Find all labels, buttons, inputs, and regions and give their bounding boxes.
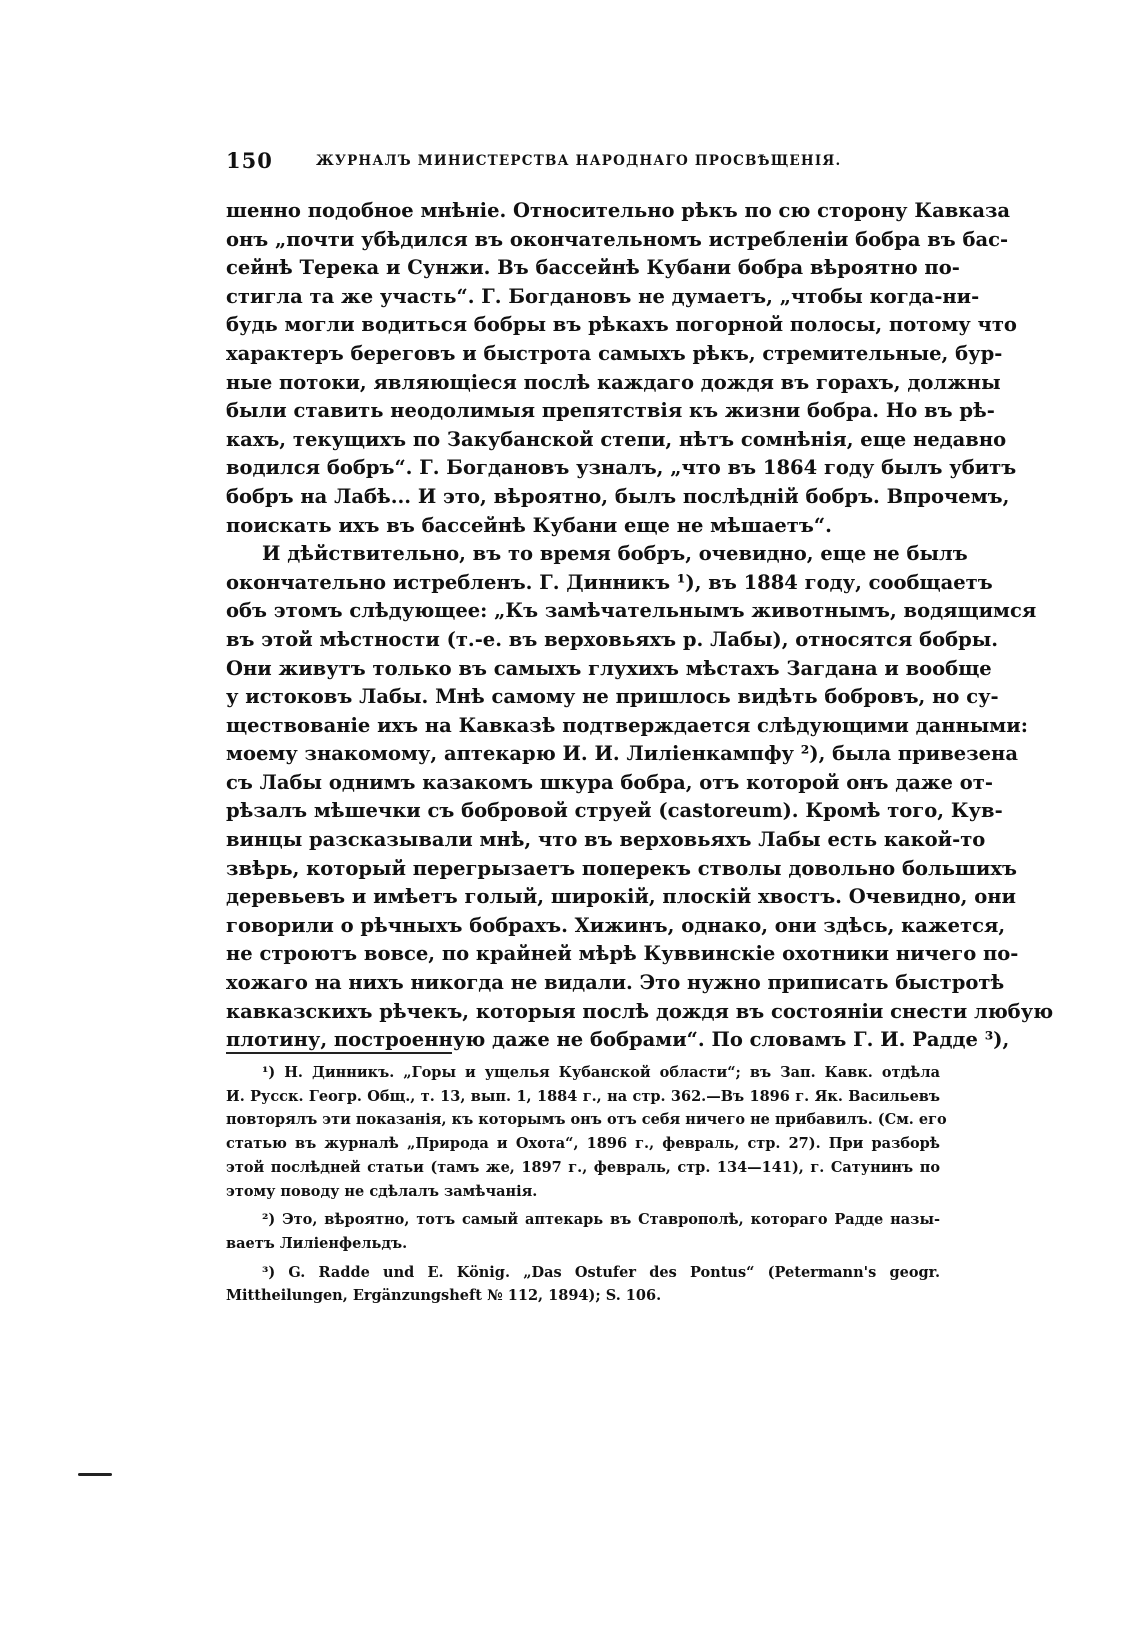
body-line: въ этой мѣстности (т.-е. въ верховьяхъ р. Лабы), относятся бобры. xyxy=(226,627,999,651)
footnote-line: Mittheilungen, Ergänzungsheft № 112, 1894); S. 106. xyxy=(226,1287,662,1305)
body-line: поискать ихъ въ бассейнѣ Кубани еще не мѣшаетъ“. xyxy=(226,513,832,537)
footnote-line: ²) Это, вѣроятно, тотъ самый аптекарь въ Ставрополѣ, котораго Радде назы- xyxy=(262,1211,940,1229)
body-line: стигла та же участь“. Г. Богдановъ не думаетъ, „чтобы когда-ни- xyxy=(226,284,980,308)
footnote-line: повторялъ эти показанія, къ которымъ онъ отъ себя ничего не прибавилъ. (См. его xyxy=(226,1111,947,1129)
footnote-line: И. Русск. Геогр. Общ., т. 13, вып. 1, 1884 г., на стр. 362.—Въ 1896 г. Як. Васильевъ xyxy=(226,1087,940,1105)
footnote-line: этому поводу не сдѣлалъ замѣчанія. xyxy=(226,1182,538,1200)
body-line: говорили о рѣчныхъ бобрахъ. Хижинъ, однако, они здѣсь, кажется, xyxy=(226,913,1006,937)
body-line: ществованіе ихъ на Кавказѣ подтверждается слѣдующими данными: xyxy=(226,713,1028,737)
body-line: кавказскихъ рѣчекъ, которыя послѣ дождя въ состояніи снести любую xyxy=(226,999,1054,1023)
footnote-line: статью въ журналѣ „Природа и Охота“, 1896 г., февраль, стр. 27). При разборѣ xyxy=(226,1135,940,1153)
body-line: ные потоки, являющіеся послѣ каждаго дождя въ горахъ, должны xyxy=(226,370,1001,394)
body-line: водился бобръ“. Г. Богдановъ узналъ, „что въ 1864 году былъ убитъ xyxy=(226,456,1017,480)
body-line: звѣрь, который перегрызаетъ поперекъ стволы довольно большихъ xyxy=(226,856,1017,880)
page-number: 150 xyxy=(226,148,273,173)
body-line: шенно подобное мнѣніе. Относительно рѣкъ по сю сторону Кавказа xyxy=(226,199,1011,222)
running-title: ЖУРНАЛЪ МИНИСТЕРСТВА НАРОДНАГО ПРОСВѢЩЕНІЯ. xyxy=(316,153,842,169)
body-text xyxy=(226,197,1054,1055)
body-line: Они живутъ только въ самыхъ глухихъ мѣстахъ Загдана и вообще xyxy=(226,656,992,680)
footnote-divider xyxy=(226,1052,452,1054)
footnote-line: ³) G. Radde und E. König. „Das Ostufer des Pontus“ (Petermann's geogr. xyxy=(262,1263,940,1281)
body-line: рѣзалъ мѣшечки съ бобровой струей (castoreum). Кромѣ того, Кув- xyxy=(226,799,1003,823)
body-line: характеръ береговъ и быстрота самыхъ рѣкъ, стремительные, бур- xyxy=(226,341,1003,365)
body-line: бобръ на Лабѣ... И это, вѣроятно, былъ послѣдній бобръ. Впрочемъ, xyxy=(226,484,1010,508)
body-line: съ Лабы однимъ казакомъ шкура бобра, отъ которой онъ даже от- xyxy=(226,770,993,794)
body-line: окончательно истребленъ. Г. Динникъ ¹), въ 1884 году, сообщаетъ xyxy=(226,570,993,594)
body-line: И дѣйствительно, въ то время бобръ, очевидно, еще не былъ xyxy=(262,542,968,566)
body-line: винцы разсказывали мнѣ, что въ верховьяхъ Лабы есть какой-то xyxy=(226,828,986,852)
page-header xyxy=(226,148,944,182)
footnotes xyxy=(226,1061,947,1308)
footnote-line: ¹) Н. Динникъ. „Горы и ущелья Кубанской области“; въ Зап. Кавк. отдѣла xyxy=(262,1064,940,1081)
body-line: у истоковъ Лабы. Мнѣ самому не пришлось видѣть бобровъ, но су- xyxy=(226,685,999,709)
body-line: будь могли водиться бобры въ рѣкахъ погорной полосы, потому что xyxy=(226,313,1017,337)
body-line: моему знакомому, аптекарю И. И. Лиліенкампфу ²), была привезена xyxy=(226,742,1018,766)
body-line: были ставить неодолимыя препятствія къ жизни бобра. Но въ рѣ- xyxy=(226,399,995,423)
footnote-line: ваетъ Лиліенфельдъ. xyxy=(226,1234,408,1252)
margin-mark xyxy=(78,1473,112,1476)
body-line: сейнѣ Терека и Сунжи. Въ бассейнѣ Кубани бобра вѣроятно по- xyxy=(226,256,960,280)
body-line: плотину, построенную даже не бобрами“. По словамъ Г. И. Радде ³), xyxy=(226,1028,1010,1052)
body-line: кахъ, текущихъ по Закубанской степи, нѣтъ сомнѣнія, еще недавно xyxy=(226,427,1007,451)
body-line: не строютъ вовсе, по крайней мѣрѣ Куввинскіе охотники ничего по- xyxy=(226,942,1019,966)
body-line: объ этомъ слѣдующее: „Къ замѣчательнымъ животнымъ, водящимся xyxy=(226,599,1037,623)
body-line: онъ „почти убѣдился въ окончательномъ истребленіи бобра въ бас- xyxy=(226,227,1009,251)
body-line: деревьевъ и имѣетъ голый, широкій, плоскій хвостъ. Очевидно, они xyxy=(226,885,1017,909)
footnote-line: этой послѣдней статьи (тамъ же, 1897 г., февраль, стр. 134—141), г. Сатунинъ по xyxy=(226,1158,940,1176)
body-line: хожаго на нихъ никогда не видали. Это нужно приписать быстротѣ xyxy=(226,971,1005,995)
